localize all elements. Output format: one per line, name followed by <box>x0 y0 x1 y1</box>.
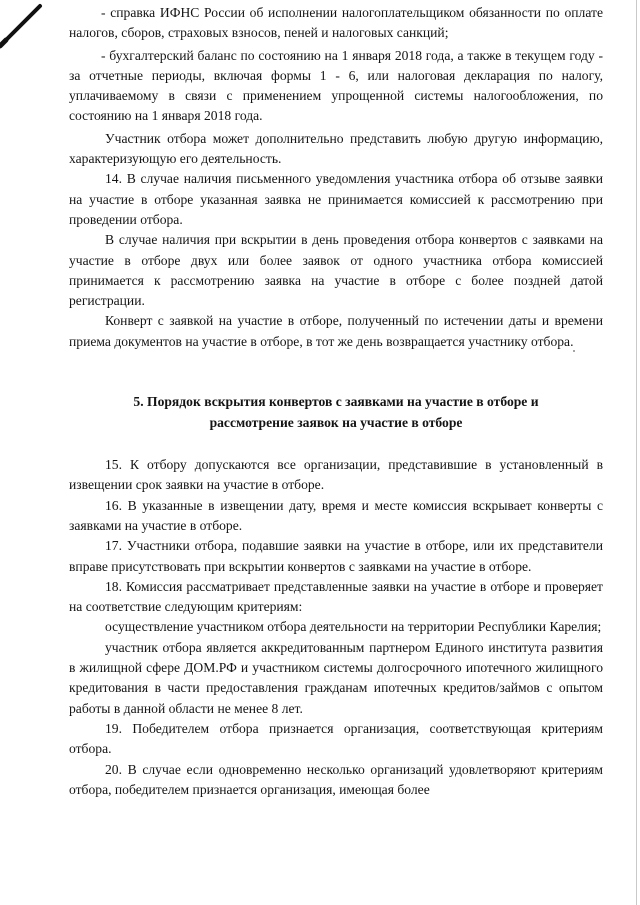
scan-edge-line <box>636 0 637 905</box>
criterion-territory: осуществление участником отбора деятельности на территории Республики Карелия; <box>105 619 602 635</box>
spacer <box>69 433 603 455</box>
document-body <box>69 3 603 800</box>
scan-corner-mark <box>0 0 60 50</box>
bullet-tax-certificate: - справка ИФНС России об исполнении налогоплательщиком обязанности по оплате налогов, сборов, страховых взносов, пеней и налоговых санкций; <box>69 5 603 41</box>
paragraph-15: 15. К отбору допускаются все организации, представившие в установленный в извещении срок заявки на участие в отборе. <box>69 457 603 493</box>
section-5-heading-line2: рассмотрение заявок на участие в отборе <box>209 414 463 430</box>
section-5-heading-line1: 5. Порядок вскрытия конвертов с заявками на участие в отборе и <box>133 394 539 410</box>
spacer <box>69 352 603 392</box>
paragraph-14-late-envelope: Конверт с заявкой на участие в отборе, полученный по истечении даты и времени приема документов на участие в отборе, в тот же день возвращается участнику отбора. <box>69 313 603 349</box>
paragraph-14: 14. В случае наличия письменного уведомления участника отбора об отзыве заявки на участие в отборе указанная заявка не принимается комиссией к рассмотрению при проведении отбора. <box>69 171 603 227</box>
paragraph-19: 19. Победителем отбора признается организация, соответствующая критериям отбора. <box>69 720 603 757</box>
scan-speck <box>573 350 575 352</box>
bullet-balance-sheet: - бухгалтерский баланс по состоянию на 1 января 2018 года, а также в текущем году - за отчетные периоды, включая формы 1 - 6, или налоговая декларация по налогу, уплачиваемому в связи с применением упрощенной системы налогообложения, по состоянию на 1 января 2018 года. <box>69 47 603 124</box>
paragraph-17: 17. Участники отбора, подавшие заявки на участие в отборе, или их представители вправе присутствовать при вскрытии конвертов с заявками на участие в отборе. <box>69 538 603 574</box>
criterion-accreditation: участник отбора является аккредитованным партнером Единого института развития в жилищной сфере ДОМ.РФ и участником системы долгосрочного ипотечного жилищного кредитования в части предоставления гражданам ипотечных кредитов/займов с опытом работы в данной области не менее 8 лет. <box>69 639 603 716</box>
paragraph-14-duplicate-bids: В случае наличия при вскрытии в день проведения отбора конвертов с заявками на участие в отборе двух или более заявок от одного участника отбора комиссией принимается к рассмотрению заявка на участие в отборе с более поздней датой регистрации. <box>69 232 603 309</box>
paragraph-16: 16. В указанные в извещении дату, время и месте комиссия вскрывает конверты с заявками на участие в отборе. <box>69 497 603 533</box>
paragraph-additional-info: Участник отбора может дополнительно представить любую другую информацию, характеризующую его деятельность. <box>69 130 603 167</box>
paragraph-20: 20. В случае если одновременно несколько организаций удовлетворяют критериям отбора, победителем признается организация, имеющая более <box>69 761 603 797</box>
paragraph-18: 18. Комиссия рассматривает представленные заявки на участие в отборе и проверяет на соответствие следующим критериям: <box>69 578 603 615</box>
